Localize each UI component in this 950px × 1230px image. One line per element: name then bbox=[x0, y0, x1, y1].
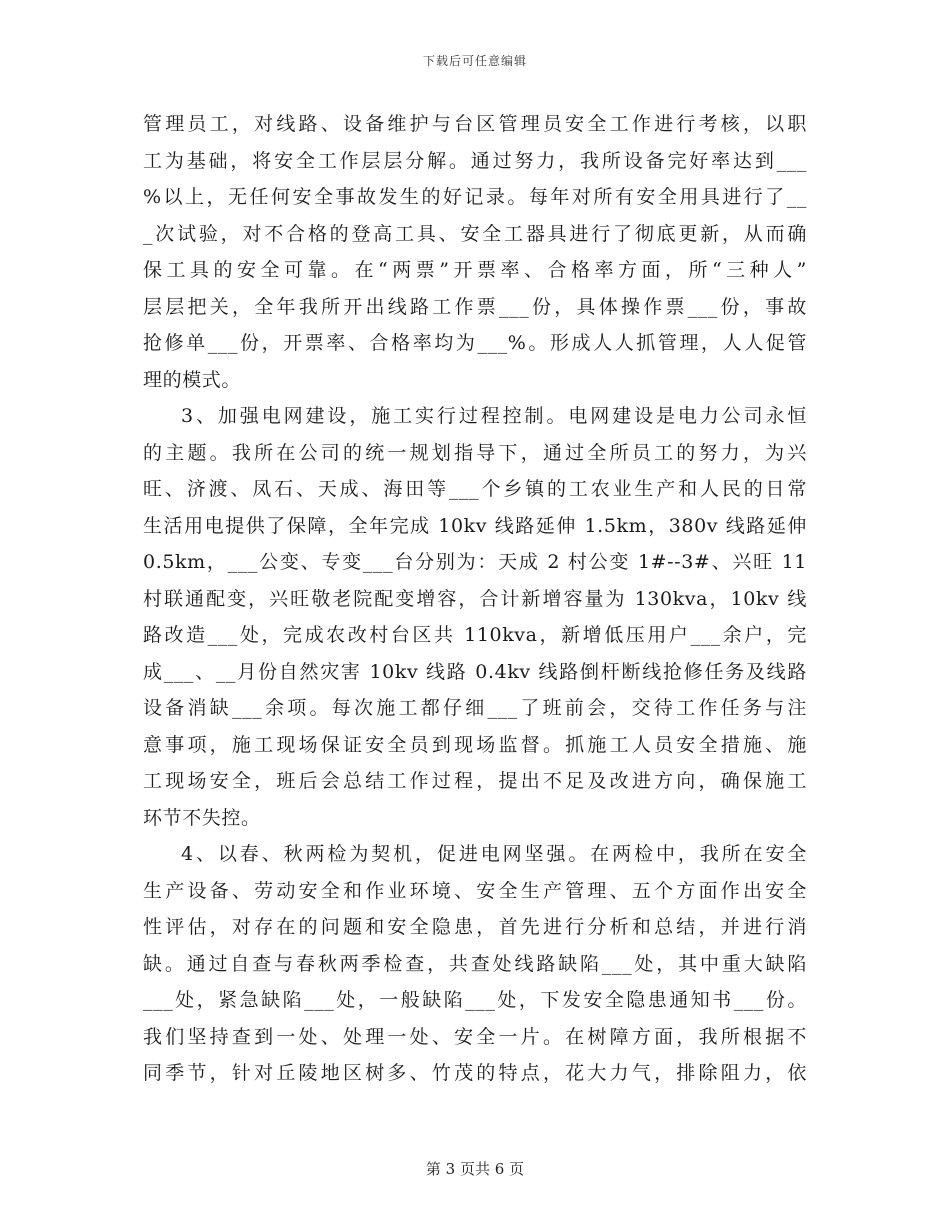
text-line: 设备消缺___余项。每次施工都仔细___了班前会，交待工作任务与注 bbox=[143, 697, 807, 719]
paragraph-2 bbox=[143, 398, 807, 836]
text-line: 生产设备、劳动安全和作业环境、安全生产管理、五个方面作出安全 bbox=[143, 879, 807, 902]
page-header: 下载后可任意编辑 bbox=[422, 54, 527, 68]
text-line: 理的模式。 bbox=[143, 368, 242, 391]
paragraph-3 bbox=[143, 836, 807, 1092]
text-line: 的主题。我所在公司的统一规划指导下，通过全所员工的努力，为兴 bbox=[143, 441, 807, 464]
text-line: 意事项，施工现场保证安全员到现场监督。抓施工人员安全措施、施 bbox=[143, 733, 807, 756]
text-line: 0.5km，___公变、专变___台分别为：天成 2 村公变 1#--3#、兴旺 11 bbox=[143, 551, 807, 573]
text-line: 性评估，对存在的问题和安全隐患，首先进行分析和总结，并进行消 bbox=[143, 916, 807, 938]
text-line: 成___、__月份自然灾害 10kv 线路 0.4kv 线路倒杆断线抢修任务及线路 bbox=[143, 660, 807, 683]
text-line: 3、加强电网建设，施工实行过程控制。电网建设是电力公司永恒 bbox=[181, 405, 807, 427]
text-line: 4、以春、秋两检为契机，促进电网坚强。在两检中，我所在安全 bbox=[181, 843, 807, 865]
text-line: 工现场安全，班后会总结工作过程，提出不足及改进方向，确保施工 bbox=[143, 770, 807, 792]
paragraph-1 bbox=[143, 106, 807, 398]
document-body bbox=[143, 106, 807, 1092]
text-line: 旺、济渡、凤石、天成、海田等___个乡镇的工农业生产和人民的日常 bbox=[143, 478, 807, 500]
text-line: ___处，紧急缺陷___处，一般缺陷___处，下发安全隐患通知书___份。 bbox=[143, 989, 807, 1011]
text-line: 生活用电提供了保障，全年完成 10kv 线路延伸 1.5km，380v 线路延伸 bbox=[143, 514, 807, 537]
text-line: 层层把关，全年我所开出线路工作票___份，具体操作票___份，事故 bbox=[143, 295, 807, 318]
text-line: 缺。通过自查与春秋两季检查，共查处线路缺陷___处，其中重大缺陷 bbox=[143, 952, 807, 975]
text-line: 保工具的安全可靠。在“两票”开票率、合格率方面，所“三种人” bbox=[143, 259, 807, 281]
text-line: 抢修单___份，开票率、合格率均为___%。形成人人抓管理，人人促管 bbox=[143, 332, 807, 354]
text-line: %以上，无任何安全事故发生的好记录。每年对所有安全用具进行了__ bbox=[143, 186, 807, 208]
text-line: 管理员工，对线路、设备维护与台区管理员安全工作进行考核，以职 bbox=[143, 113, 807, 135]
text-line: 我们坚持查到一处、处理一处、安全一片。在树障方面，我所根据不 bbox=[143, 1025, 807, 1048]
text-line: _次试验，对不合格的登高工具、安全工器具进行了彻底更新，从而确 bbox=[143, 222, 807, 245]
text-line: 路改造___处，完成农改村台区共 110kva，新增低压用户___余户，完 bbox=[143, 624, 807, 646]
text-line: 村联通配变，兴旺敬老院配变增容，合计新增容量为 130kva，10kv 线 bbox=[143, 587, 807, 610]
text-line: 环节不失控。 bbox=[143, 806, 261, 829]
page-footer: 第 3 页共 6 页 bbox=[425, 1160, 525, 1178]
text-line: 同季节，针对丘陵地区树多、竹茂的特点，花大力气，排除阻力，依 bbox=[143, 1062, 807, 1084]
text-line: 工为基础，将安全工作层层分解。通过努力，我所设备完好率达到___ bbox=[143, 149, 807, 172]
